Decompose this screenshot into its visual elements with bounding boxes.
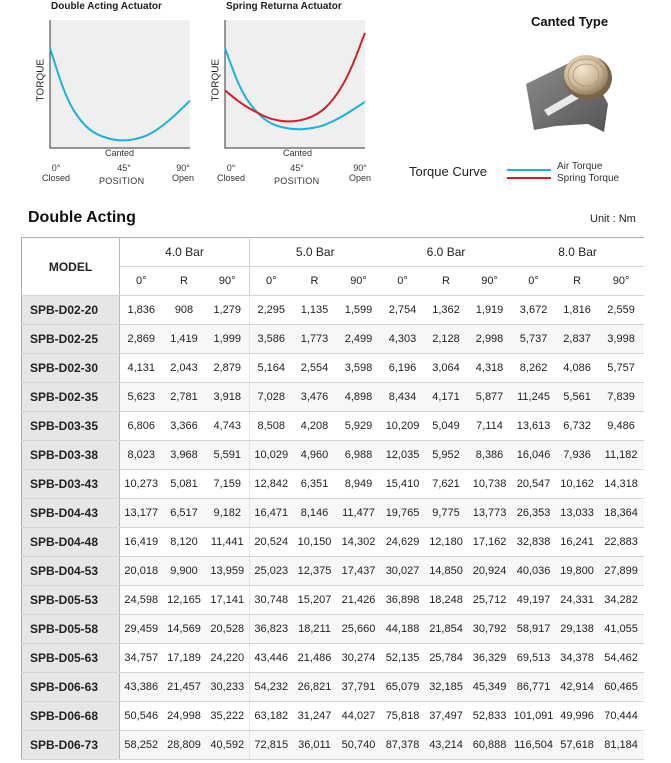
torque-value-cell: 10,029 xyxy=(250,441,293,470)
table-row xyxy=(22,528,644,557)
torque-value-cell: 30,748 xyxy=(250,586,293,615)
torque-value-cell: 2,781 xyxy=(163,383,206,412)
model-cell: SPB-D05-63 xyxy=(22,644,120,673)
table-row xyxy=(22,702,644,731)
right-tick-closed: 0° Closed xyxy=(216,163,245,183)
torque-value-cell: 25,784 xyxy=(425,644,468,673)
torque-value-cell: 2,869 xyxy=(120,325,163,354)
subheader-2-2: R xyxy=(293,267,337,296)
torque-value-cell: 14,318 xyxy=(599,470,644,499)
torque-value-cell: 6,517 xyxy=(163,499,206,528)
torque-value-cell: 40,036 xyxy=(512,557,556,586)
table-row xyxy=(22,470,644,499)
torque-value-cell: 34,757 xyxy=(120,644,163,673)
model-cell: SPB-D04-43 xyxy=(22,499,120,528)
torque-value-cell: 20,528 xyxy=(206,615,250,644)
torque-value-cell: 36,898 xyxy=(381,586,425,615)
model-cell: SPB-D05-53 xyxy=(22,586,120,615)
torque-value-cell: 36,823 xyxy=(250,615,293,644)
torque-value-cell: 40,592 xyxy=(206,731,250,760)
pressure-header-4bar: 4.0 Bar xyxy=(120,238,250,267)
table-row xyxy=(22,586,644,615)
torque-value-cell: 29,138 xyxy=(556,615,599,644)
torque-value-cell: 63,182 xyxy=(250,702,293,731)
torque-value-cell: 1,836 xyxy=(120,296,163,325)
torque-value-cell: 14,569 xyxy=(163,615,206,644)
subheader-2-1: 0° xyxy=(250,267,293,296)
model-cell: SPB-D02-35 xyxy=(22,383,120,412)
torque-value-cell: 1,816 xyxy=(556,296,599,325)
torque-value-cell: 15,207 xyxy=(293,586,337,615)
torque-value-cell: 60,888 xyxy=(468,731,512,760)
model-cell: SPB-D02-20 xyxy=(22,296,120,325)
subheader-4-1: 0° xyxy=(512,267,556,296)
table-row xyxy=(22,325,644,354)
torque-value-cell: 49,197 xyxy=(512,586,556,615)
torque-value-cell: 6,196 xyxy=(381,354,425,383)
torque-value-cell: 5,929 xyxy=(337,412,381,441)
torque-value-cell: 18,364 xyxy=(599,499,644,528)
torque-value-cell: 30,027 xyxy=(381,557,425,586)
torque-value-cell: 50,546 xyxy=(120,702,163,731)
torque-value-cell: 21,486 xyxy=(293,644,337,673)
torque-value-cell: 2,998 xyxy=(468,325,512,354)
torque-value-cell: 44,027 xyxy=(337,702,381,731)
torque-value-cell: 54,462 xyxy=(599,644,644,673)
torque-value-cell: 4,131 xyxy=(120,354,163,383)
torque-value-cell: 5,049 xyxy=(425,412,468,441)
pressure-header-8bar: 8.0 Bar xyxy=(512,238,644,267)
torque-value-cell: 9,182 xyxy=(206,499,250,528)
torque-value-cell: 58,917 xyxy=(512,615,556,644)
pressure-header-6bar: 6.0 Bar xyxy=(381,238,512,267)
torque-value-cell: 10,273 xyxy=(120,470,163,499)
torque-value-cell: 54,232 xyxy=(250,673,293,702)
torque-value-cell: 20,547 xyxy=(512,470,556,499)
torque-value-cell: 5,737 xyxy=(512,325,556,354)
torque-value-cell: 24,220 xyxy=(206,644,250,673)
subheader-4-3: 90° xyxy=(599,267,644,296)
torque-value-cell: 2,559 xyxy=(599,296,644,325)
torque-curve-legend-title: Torque Curve xyxy=(409,164,488,179)
torque-value-cell: 13,033 xyxy=(556,499,599,528)
torque-value-cell: 7,839 xyxy=(599,383,644,412)
torque-value-cell: 69,513 xyxy=(512,644,556,673)
torque-value-cell: 42,914 xyxy=(556,673,599,702)
torque-value-cell: 13,959 xyxy=(206,557,250,586)
torque-value-cell: 5,877 xyxy=(468,383,512,412)
torque-value-cell: 16,046 xyxy=(512,441,556,470)
section-title: Double Acting xyxy=(28,209,136,226)
torque-value-cell: 24,998 xyxy=(163,702,206,731)
torque-value-cell: 1,135 xyxy=(293,296,337,325)
model-cell: SPB-D04-53 xyxy=(22,557,120,586)
torque-value-cell: 2,128 xyxy=(425,325,468,354)
torque-value-cell: 2,879 xyxy=(206,354,250,383)
torque-value-cell: 1,919 xyxy=(468,296,512,325)
torque-value-cell: 32,185 xyxy=(425,673,468,702)
table-row xyxy=(22,557,644,586)
torque-value-cell: 3,998 xyxy=(599,325,644,354)
subheader-4-2: R xyxy=(556,267,599,296)
torque-value-cell: 21,457 xyxy=(163,673,206,702)
torque-value-cell: 25,712 xyxy=(468,586,512,615)
torque-value-cell: 43,214 xyxy=(425,731,468,760)
torque-value-cell: 30,792 xyxy=(468,615,512,644)
torque-value-cell: 1,599 xyxy=(337,296,381,325)
torque-value-cell: 52,833 xyxy=(468,702,512,731)
torque-value-cell: 32,838 xyxy=(512,528,556,557)
torque-value-cell: 3,672 xyxy=(512,296,556,325)
torque-value-cell: 4,318 xyxy=(468,354,512,383)
torque-value-cell: 29,459 xyxy=(120,615,163,644)
table-row xyxy=(22,383,644,412)
torque-value-cell: 75,818 xyxy=(381,702,425,731)
torque-value-cell: 31,247 xyxy=(293,702,337,731)
table-row xyxy=(22,644,644,673)
torque-value-cell: 12,180 xyxy=(425,528,468,557)
torque-value-cell: 19,800 xyxy=(556,557,599,586)
torque-value-cell: 12,035 xyxy=(381,441,425,470)
torque-value-cell: 26,353 xyxy=(512,499,556,528)
torque-value-cell: 9,486 xyxy=(599,412,644,441)
torque-value-cell: 17,437 xyxy=(337,557,381,586)
table-row xyxy=(22,296,644,325)
torque-value-cell: 3,064 xyxy=(425,354,468,383)
double-acting-plot-area xyxy=(50,20,190,148)
torque-value-cell: 49,996 xyxy=(556,702,599,731)
torque-value-cell: 43,446 xyxy=(250,644,293,673)
model-cell: SPB-D02-25 xyxy=(22,325,120,354)
torque-value-cell: 13,177 xyxy=(120,499,163,528)
torque-value-cell: 20,924 xyxy=(468,557,512,586)
torque-value-cell: 1,773 xyxy=(293,325,337,354)
torque-value-cell: 5,757 xyxy=(599,354,644,383)
torque-value-cell: 30,274 xyxy=(337,644,381,673)
torque-value-cell: 17,141 xyxy=(206,586,250,615)
legend-air-torque-label: Air Torque xyxy=(557,161,603,172)
model-cell: SPB-D06-73 xyxy=(22,731,120,760)
torque-value-cell: 36,011 xyxy=(293,731,337,760)
left-tick-closed: 0° Closed xyxy=(41,163,70,183)
left-canted-label: Canted xyxy=(105,148,135,158)
torque-value-cell: 8,386 xyxy=(468,441,512,470)
torque-value-cell: 3,918 xyxy=(206,383,250,412)
torque-value-cell: 22,883 xyxy=(599,528,644,557)
table-row xyxy=(22,412,644,441)
torque-value-cell: 13,773 xyxy=(468,499,512,528)
torque-value-cell: 6,988 xyxy=(337,441,381,470)
model-cell: SPB-D03-35 xyxy=(22,412,120,441)
table-row xyxy=(22,731,644,760)
torque-value-cell: 9,775 xyxy=(425,499,468,528)
torque-value-cell: 5,952 xyxy=(425,441,468,470)
torque-value-cell: 12,842 xyxy=(250,470,293,499)
table-row xyxy=(22,354,644,383)
torque-value-cell: 21,854 xyxy=(425,615,468,644)
subheader-1-1: 0° xyxy=(120,267,163,296)
subheader-3-3: 90° xyxy=(468,267,512,296)
table-row xyxy=(22,615,644,644)
torque-value-cell: 34,378 xyxy=(556,644,599,673)
torque-value-cell: 37,497 xyxy=(425,702,468,731)
torque-value-cell: 20,018 xyxy=(120,557,163,586)
subheader-3-1: 0° xyxy=(381,267,425,296)
torque-value-cell: 5,561 xyxy=(556,383,599,412)
torque-value-cell: 35,222 xyxy=(206,702,250,731)
torque-value-cell: 3,968 xyxy=(163,441,206,470)
double-acting-torque-chart xyxy=(40,10,200,160)
model-cell: SPB-D06-63 xyxy=(22,673,120,702)
torque-value-cell: 4,086 xyxy=(556,354,599,383)
torque-value-cell: 16,419 xyxy=(120,528,163,557)
torque-value-cell: 21,426 xyxy=(337,586,381,615)
torque-value-cell: 10,738 xyxy=(468,470,512,499)
torque-value-cell: 12,375 xyxy=(293,557,337,586)
torque-value-cell: 3,586 xyxy=(250,325,293,354)
left-tick-45: 45° xyxy=(117,163,131,173)
right-tick-open: 90° Open xyxy=(348,163,372,183)
torque-value-cell: 11,245 xyxy=(512,383,556,412)
torque-value-cell: 60,465 xyxy=(599,673,644,702)
torque-value-cell: 6,351 xyxy=(293,470,337,499)
torque-value-cell: 7,159 xyxy=(206,470,250,499)
torque-value-cell: 65,079 xyxy=(381,673,425,702)
torque-value-cell: 10,162 xyxy=(556,470,599,499)
torque-value-cell: 4,743 xyxy=(206,412,250,441)
torque-value-cell: 5,623 xyxy=(120,383,163,412)
torque-value-cell: 8,023 xyxy=(120,441,163,470)
torque-value-cell: 1,419 xyxy=(163,325,206,354)
torque-value-cell: 26,821 xyxy=(293,673,337,702)
torque-value-cell: 3,476 xyxy=(293,383,337,412)
torque-value-cell: 36,329 xyxy=(468,644,512,673)
torque-value-cell: 6,806 xyxy=(120,412,163,441)
torque-value-cell: 4,898 xyxy=(337,383,381,412)
right-tick-45: 45° xyxy=(290,163,304,173)
torque-value-cell: 17,162 xyxy=(468,528,512,557)
torque-spec-table xyxy=(21,237,644,760)
torque-value-cell: 24,331 xyxy=(556,586,599,615)
torque-value-cell: 24,598 xyxy=(120,586,163,615)
torque-value-cell: 10,209 xyxy=(381,412,425,441)
torque-value-cell: 58,252 xyxy=(120,731,163,760)
torque-value-cell: 12,165 xyxy=(163,586,206,615)
torque-value-cell: 34,282 xyxy=(599,586,644,615)
torque-value-cell: 2,043 xyxy=(163,354,206,383)
torque-value-cell: 7,028 xyxy=(250,383,293,412)
subheader-1-2: R xyxy=(163,267,206,296)
torque-value-cell: 2,754 xyxy=(381,296,425,325)
torque-value-cell: 8,146 xyxy=(293,499,337,528)
torque-value-cell: 24,629 xyxy=(381,528,425,557)
torque-value-cell: 9,900 xyxy=(163,557,206,586)
table-row xyxy=(22,441,644,470)
right-x-label: POSITION xyxy=(274,176,320,186)
torque-value-cell: 5,081 xyxy=(163,470,206,499)
torque-value-cell: 2,499 xyxy=(337,325,381,354)
torque-value-cell: 2,295 xyxy=(250,296,293,325)
torque-value-cell: 17,189 xyxy=(163,644,206,673)
torque-value-cell: 52,135 xyxy=(381,644,425,673)
canted-type-indicator-image xyxy=(516,44,626,139)
torque-value-cell: 2,837 xyxy=(556,325,599,354)
spring-return-chart-title: Spring Returna Actuator xyxy=(226,1,342,12)
torque-value-cell: 15,410 xyxy=(381,470,425,499)
torque-value-cell: 7,621 xyxy=(425,470,468,499)
torque-value-cell: 2,554 xyxy=(293,354,337,383)
torque-value-cell: 25,660 xyxy=(337,615,381,644)
model-cell: SPB-D06-68 xyxy=(22,702,120,731)
left-x-label: POSITION xyxy=(99,176,145,186)
torque-value-cell: 43,386 xyxy=(120,673,163,702)
left-chart-y-label: TORQUE xyxy=(35,58,47,102)
model-cell: SPB-D03-43 xyxy=(22,470,120,499)
torque-value-cell: 11,182 xyxy=(599,441,644,470)
right-canted-label: Canted xyxy=(283,148,313,158)
left-tick-open: 90° Open xyxy=(171,163,195,183)
torque-value-cell: 19,765 xyxy=(381,499,425,528)
torque-value-cell: 8,508 xyxy=(250,412,293,441)
canted-type-title: Canted Type xyxy=(531,14,609,29)
table-header-row xyxy=(22,238,644,267)
torque-value-cell: 7,114 xyxy=(468,412,512,441)
torque-value-cell: 1,362 xyxy=(425,296,468,325)
legend-spring-torque-label: Spring Torque xyxy=(557,173,620,184)
subheader-1-3: 90° xyxy=(206,267,250,296)
torque-value-cell: 18,248 xyxy=(425,586,468,615)
model-column-header: MODEL xyxy=(22,238,120,296)
torque-value-cell: 6,732 xyxy=(556,412,599,441)
torque-value-cell: 4,208 xyxy=(293,412,337,441)
torque-value-cell: 14,850 xyxy=(425,557,468,586)
torque-value-cell: 8,120 xyxy=(163,528,206,557)
double-acting-chart-title: Double Acting Actuator xyxy=(51,1,162,12)
torque-value-cell: 3,598 xyxy=(337,354,381,383)
torque-value-cell: 101,091 xyxy=(512,702,556,731)
torque-value-cell: 20,524 xyxy=(250,528,293,557)
torque-value-cell: 72,815 xyxy=(250,731,293,760)
torque-value-cell: 1,999 xyxy=(206,325,250,354)
torque-value-cell: 5,591 xyxy=(206,441,250,470)
torque-value-cell: 10,150 xyxy=(293,528,337,557)
torque-value-cell: 70,444 xyxy=(599,702,644,731)
torque-value-cell: 86,771 xyxy=(512,673,556,702)
torque-value-cell: 13,613 xyxy=(512,412,556,441)
torque-value-cell: 4,303 xyxy=(381,325,425,354)
torque-value-cell: 4,171 xyxy=(425,383,468,412)
torque-value-cell: 908 xyxy=(163,296,206,325)
torque-value-cell: 116,504 xyxy=(512,731,556,760)
torque-value-cell: 87,378 xyxy=(381,731,425,760)
unit-label: Unit : Nm xyxy=(590,213,636,225)
torque-value-cell: 16,241 xyxy=(556,528,599,557)
subheader-2-3: 90° xyxy=(337,267,381,296)
torque-value-cell: 4,960 xyxy=(293,441,337,470)
model-cell: SPB-D03-38 xyxy=(22,441,120,470)
torque-value-cell: 8,262 xyxy=(512,354,556,383)
pressure-header-5bar: 5.0 Bar xyxy=(250,238,381,267)
table-row xyxy=(22,673,644,702)
torque-value-cell: 57,618 xyxy=(556,731,599,760)
model-cell: SPB-D04-48 xyxy=(22,528,120,557)
spring-return-torque-chart xyxy=(215,10,375,160)
torque-value-cell: 3,366 xyxy=(163,412,206,441)
model-cell: SPB-D02-30 xyxy=(22,354,120,383)
torque-value-cell: 44,188 xyxy=(381,615,425,644)
torque-value-cell: 16,471 xyxy=(250,499,293,528)
torque-value-cell: 25,023 xyxy=(250,557,293,586)
torque-value-cell: 45,349 xyxy=(468,673,512,702)
torque-value-cell: 11,441 xyxy=(206,528,250,557)
torque-value-cell: 1,279 xyxy=(206,296,250,325)
torque-value-cell: 28,809 xyxy=(163,731,206,760)
model-cell: SPB-D05-58 xyxy=(22,615,120,644)
torque-value-cell: 50,740 xyxy=(337,731,381,760)
torque-value-cell: 8,434 xyxy=(381,383,425,412)
table-row xyxy=(22,499,644,528)
torque-value-cell: 8,949 xyxy=(337,470,381,499)
right-chart-y-label: TORQUE xyxy=(210,58,222,102)
torque-value-cell: 41,055 xyxy=(599,615,644,644)
torque-value-cell: 14,302 xyxy=(337,528,381,557)
torque-value-cell: 7,936 xyxy=(556,441,599,470)
torque-value-cell: 27,899 xyxy=(599,557,644,586)
subheader-3-2: R xyxy=(425,267,468,296)
torque-value-cell: 81,184 xyxy=(599,731,644,760)
legend-lines xyxy=(505,164,553,184)
torque-value-cell: 5,164 xyxy=(250,354,293,383)
torque-value-cell: 30,233 xyxy=(206,673,250,702)
torque-value-cell: 18,211 xyxy=(293,615,337,644)
torque-value-cell: 37,791 xyxy=(337,673,381,702)
torque-value-cell: 11,477 xyxy=(337,499,381,528)
